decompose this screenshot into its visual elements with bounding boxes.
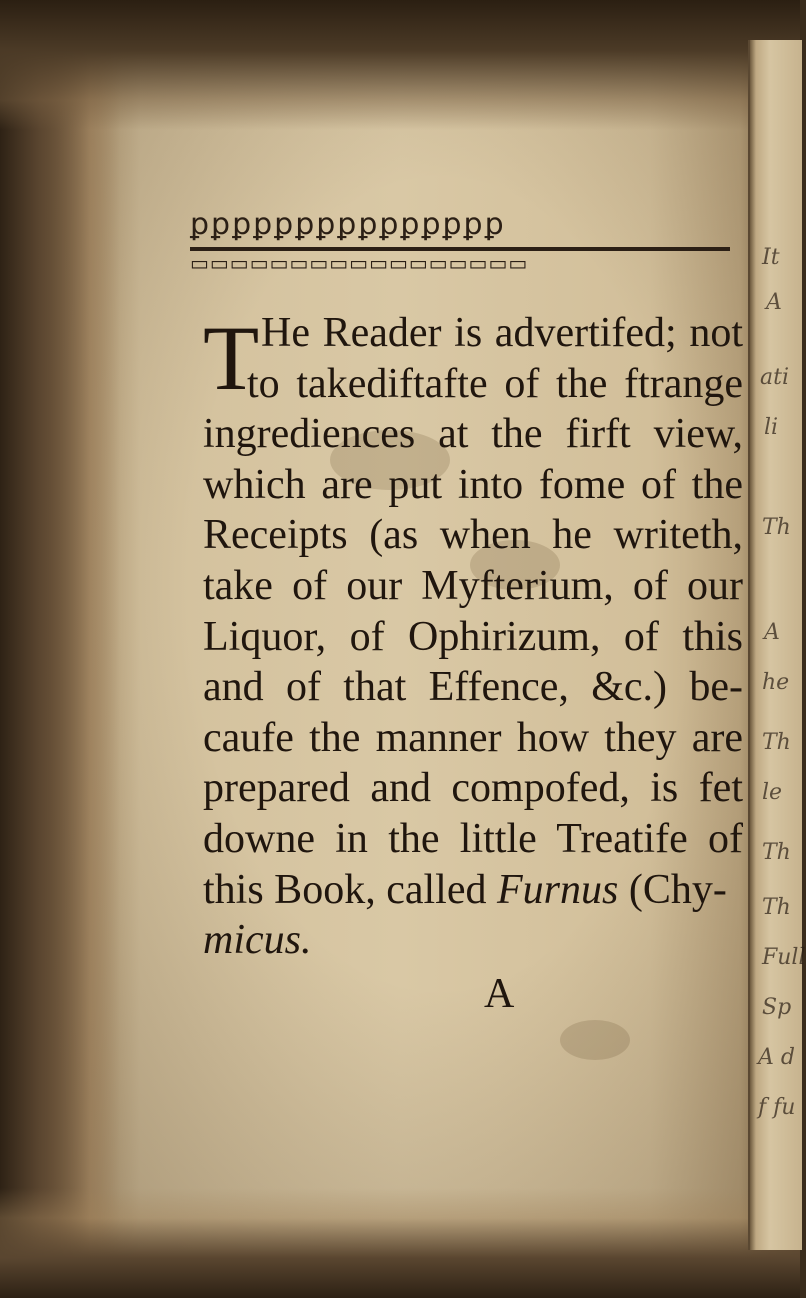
adjacent-page-fragment: li — [764, 415, 779, 440]
text-line: prepared and compofed, is fet — [203, 765, 743, 812]
adjacent-page-fragment: A — [766, 290, 782, 315]
adjacent-page-fragment: A — [764, 620, 780, 645]
adjacent-page-fragment: f fu — [758, 1095, 796, 1120]
adjacent-page-fragment: Sp — [762, 995, 792, 1020]
adjacent-page-fragment: A d — [758, 1045, 795, 1070]
text-line: ingrediences at the firft view, — [203, 411, 743, 458]
adjacent-page-fragment: It — [762, 245, 780, 270]
text-line: micus. — [203, 917, 312, 964]
signature-mark: A — [484, 971, 515, 1017]
italic-title-furnus: Furnus — [496, 866, 619, 913]
adjacent-page-fragment: ati — [760, 365, 789, 390]
text-line: which are put into fome of the — [203, 461, 743, 508]
adjacent-page-fragment: Th — [762, 840, 791, 865]
left-page-edge-shadow — [0, 0, 120, 1298]
drop-cap: T — [203, 307, 260, 409]
text-span: this Book, called — [203, 866, 497, 913]
text-line: caufe the manner how they are — [203, 714, 743, 761]
text-line — [203, 865, 743, 916]
adjacent-page-strip — [748, 40, 806, 1250]
main-text-block — [203, 308, 743, 966]
bottom-shadow — [0, 1188, 800, 1298]
text-line: He Reader is advertifed; not — [261, 310, 743, 356]
printers-ornament-headpiece — [190, 205, 730, 295]
text-line: and of that Effence, &c.) be- — [203, 664, 743, 711]
paper-stain — [560, 1020, 630, 1060]
adjacent-page-fragment: Full — [762, 945, 806, 970]
adjacent-page-fragment: Th — [762, 730, 791, 755]
text-span: (Chy- — [618, 866, 727, 913]
text-line: to takediftafte of the ftrange — [247, 360, 743, 407]
ornament-border-row: ▭▭▭▭▭▭▭▭▭▭▭▭▭▭▭▭▭ — [190, 251, 529, 275]
adjacent-page-fragment: Th — [762, 515, 791, 540]
text-line: downe in the little Treatife of — [203, 815, 743, 862]
text-line: Receipts (as when he writeth, — [203, 512, 743, 559]
adjacent-page-fragment: Th — [762, 895, 791, 920]
text-line: take of our Myfterium, of our — [203, 562, 743, 609]
ornament-fleurons-row: ꝑꝑꝑꝑꝑꝑꝑꝑꝑꝑꝑꝑꝑꝑꝑ — [190, 207, 506, 242]
text-line: Liquor, of Ophirizum, of this — [203, 613, 743, 660]
adjacent-page-fragment: le — [762, 780, 783, 805]
top-shadow — [0, 0, 800, 130]
adjacent-page-fragment: he — [762, 670, 790, 695]
